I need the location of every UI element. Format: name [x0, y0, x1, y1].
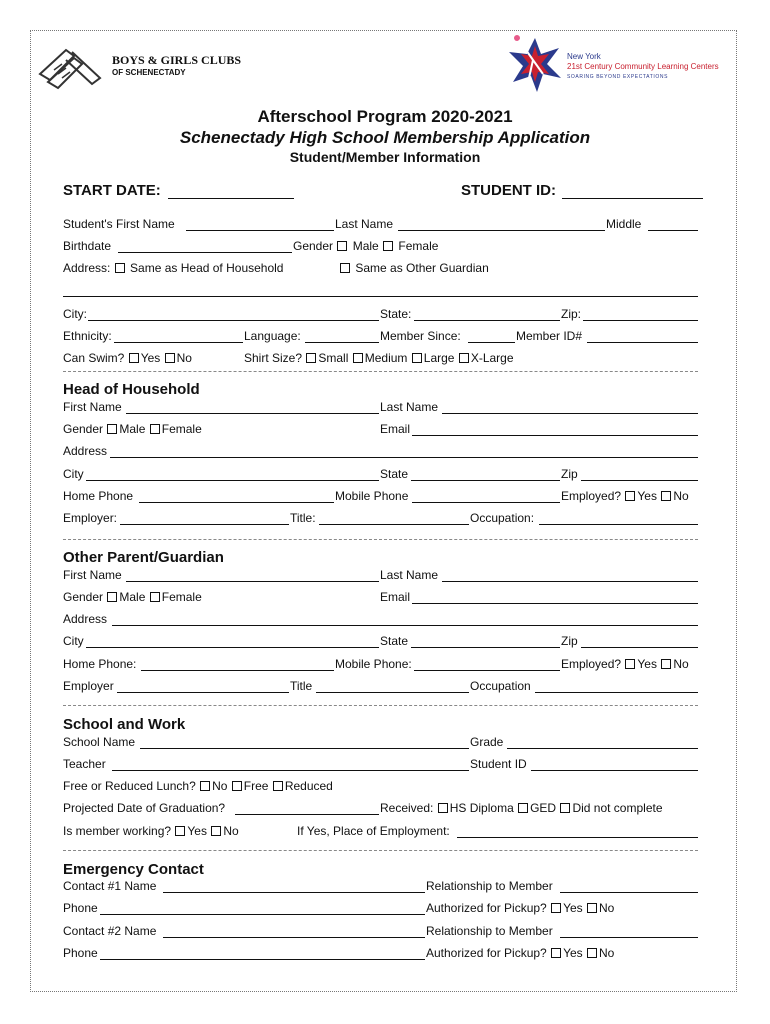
swim-options [63, 351, 192, 365]
medium-checkbox[interactable] [353, 353, 363, 363]
other-employed-yes-checkbox[interactable] [625, 659, 635, 669]
gender-label: Gender [293, 239, 334, 253]
contact2-name-label: Contact #2 Name [63, 924, 157, 938]
shirt-options [244, 351, 514, 365]
working-no-label: No [223, 824, 239, 838]
first-name-label: Student's First Name [63, 217, 175, 231]
same-other-label: Same as Other Guardian [355, 261, 489, 275]
hoh-employed-options [561, 489, 689, 503]
school-heading: School and Work [63, 716, 186, 733]
state-field[interactable] [414, 307, 560, 321]
hoh-last-name-field[interactable] [442, 400, 698, 414]
same-other-option [339, 261, 489, 275]
ethnicity-label: Ethnicity: [63, 329, 112, 343]
place-employment-field[interactable] [457, 824, 698, 838]
shirt-label: Shirt Size? [244, 351, 303, 365]
other-gender-options [63, 590, 202, 604]
last-name-label: Last Name [335, 217, 394, 231]
other-mobile-phone-field[interactable] [414, 657, 560, 671]
hs-diploma-label: HS Diploma [449, 801, 514, 815]
other-city-field[interactable] [86, 634, 379, 648]
other-email-label: Email [380, 590, 411, 604]
page-title: Afterschool Program 2020-2021 [257, 107, 513, 126]
other-employed-label: Employed? [561, 657, 622, 671]
other-gender-label: Gender [63, 590, 104, 604]
start-date-field[interactable] [168, 184, 294, 199]
school-name-field[interactable] [140, 735, 469, 749]
section-divider [63, 705, 698, 706]
other-zip-field[interactable] [581, 634, 698, 648]
clubs-name: BOYS & GIRLS CLUBS [112, 53, 242, 67]
hoh-state-label: State [380, 467, 409, 481]
contact2-phone-field[interactable] [100, 946, 425, 960]
contact2-name-field[interactable] [163, 924, 425, 938]
contact2-relationship-label: Relationship to Member [426, 924, 553, 938]
city-field[interactable] [88, 307, 379, 321]
other-occupation-field[interactable] [535, 679, 698, 693]
other-employed-yes-label: Yes [637, 657, 657, 671]
hoh-title-label: Title: [290, 511, 316, 525]
xlarge-checkbox[interactable] [459, 353, 469, 363]
hoh-male-checkbox[interactable] [107, 424, 117, 434]
contact1-name-label: Contact #1 Name [63, 879, 157, 893]
hoh-employed-yes-label: Yes [637, 489, 657, 503]
working-options [63, 824, 239, 838]
hoh-employer-field[interactable] [120, 511, 289, 525]
female-checkbox[interactable] [383, 241, 393, 251]
contact1-pickup-label: Authorized for Pickup? [426, 901, 547, 915]
working-yes-label: Yes [187, 824, 207, 838]
contact1-pickup-no-checkbox[interactable] [587, 903, 597, 913]
other-employed-options [561, 657, 689, 671]
hoh-city-field[interactable] [86, 467, 379, 481]
grad-date-field[interactable] [235, 801, 379, 815]
section-divider [63, 850, 698, 851]
ccclc-name: 21st Century Community Learning Centers [567, 62, 719, 71]
teacher-field[interactable] [112, 757, 469, 771]
hoh-first-name-label: First Name [63, 400, 122, 414]
other-employed-no-checkbox[interactable] [661, 659, 671, 669]
address-field[interactable] [63, 283, 698, 297]
ccclc-logo [505, 34, 735, 94]
male-label: Male [352, 239, 379, 253]
ged-checkbox[interactable] [518, 803, 528, 813]
grade-field[interactable] [507, 735, 698, 749]
section-subtitle: Student/Member Information [289, 149, 481, 165]
other-address-field[interactable] [112, 612, 698, 626]
grade-label: Grade [470, 735, 504, 749]
same-other-checkbox[interactable] [340, 263, 350, 273]
swim-yes-label: Yes [140, 351, 161, 365]
zip-label: Zip: [561, 307, 582, 321]
medium-label: Medium [364, 351, 408, 365]
other-state-label: State [380, 634, 409, 648]
received-options [380, 801, 663, 815]
contact2-pickup-yes-checkbox[interactable] [551, 948, 561, 958]
hoh-heading: Head of Household [63, 381, 200, 398]
hoh-occupation-label: Occupation: [470, 511, 535, 525]
member-id-label: Member ID# [516, 329, 583, 343]
hoh-gender-options [63, 422, 202, 436]
other-female-checkbox[interactable] [150, 592, 160, 602]
other-home-phone-label: Home Phone: [63, 657, 137, 671]
same-hoh-checkbox[interactable] [115, 263, 125, 273]
place-employment-label: If Yes, Place of Employment: [297, 824, 450, 838]
contact1-relationship-field[interactable] [560, 879, 698, 893]
hoh-address-label: Address [63, 444, 108, 458]
contact1-phone-label: Phone [63, 901, 98, 915]
female-label: Female [398, 239, 439, 253]
start-date-label: START DATE: [63, 182, 161, 199]
star-figure-icon [505, 34, 565, 94]
hoh-home-phone-label: Home Phone [63, 489, 134, 503]
zip-field[interactable] [583, 307, 698, 321]
lunch-no-label: No [212, 779, 228, 793]
address-label: Address: [63, 261, 111, 275]
same-hoh-label: Same as Head of Household [130, 261, 284, 275]
lunch-no-checkbox[interactable] [200, 781, 210, 791]
contact1-relationship-label: Relationship to Member [426, 879, 553, 893]
school-student-id-field[interactable] [531, 757, 698, 771]
contact2-phone-label: Phone [63, 946, 98, 960]
emergency-heading: Emergency Contact [63, 861, 204, 878]
lunch-free-label: Free [243, 779, 269, 793]
other-email-field[interactable] [412, 590, 698, 604]
other-title-label: Title [290, 679, 313, 693]
boys-girls-clubs-logo [38, 44, 242, 94]
other-title-field[interactable] [316, 679, 469, 693]
address-options [63, 261, 283, 275]
swim-no-checkbox[interactable] [165, 353, 175, 363]
grad-date-label: Projected Date of Graduation? [63, 801, 226, 815]
city-label: City: [63, 307, 87, 321]
hoh-gender-label: Gender [63, 422, 104, 436]
other-last-name-label: Last Name [380, 568, 439, 582]
hoh-occupation-field[interactable] [539, 511, 698, 525]
other-employer-field[interactable] [117, 679, 289, 693]
hoh-employed-yes-checkbox[interactable] [625, 491, 635, 501]
working-yes-checkbox[interactable] [175, 826, 185, 836]
large-checkbox[interactable] [412, 353, 422, 363]
other-first-name-label: First Name [63, 568, 122, 582]
birthdate-field[interactable] [118, 239, 292, 253]
hoh-female-checkbox[interactable] [150, 424, 160, 434]
member-since-field[interactable] [468, 329, 515, 343]
ethnicity-field[interactable] [114, 329, 243, 343]
hoh-address-field[interactable] [110, 444, 698, 458]
other-first-name-field[interactable] [126, 568, 379, 582]
other-employer-label: Employer [63, 679, 114, 693]
contact1-name-field[interactable] [163, 879, 425, 893]
contact2-pickup-yes-label: Yes [563, 946, 583, 960]
section-divider [63, 371, 698, 372]
other-city-label: City [63, 634, 84, 648]
other-employed-no-label: No [673, 657, 689, 671]
contact2-pickup-no-checkbox[interactable] [587, 948, 597, 958]
other-male-label: Male [119, 590, 146, 604]
clubs-hands-icon [38, 44, 104, 92]
hoh-email-label: Email [380, 422, 411, 436]
section-divider [63, 539, 698, 540]
school-name-label: School Name [63, 735, 136, 749]
ged-label: GED [530, 801, 557, 815]
other-last-name-field[interactable] [442, 568, 698, 582]
member-since-label: Member Since: [380, 329, 461, 343]
teacher-label: Teacher [63, 757, 106, 771]
first-name-field[interactable] [186, 217, 334, 231]
state-label: State: [380, 307, 412, 321]
other-mobile-phone-label: Mobile Phone: [335, 657, 412, 671]
birthdate-label: Birthdate [63, 239, 112, 253]
member-id-field[interactable] [587, 329, 698, 343]
contact1-pickup-options [426, 901, 614, 915]
other-address-label: Address [63, 612, 108, 626]
large-label: Large [423, 351, 455, 365]
did-not-complete-checkbox[interactable] [560, 803, 570, 813]
hoh-first-name-field[interactable] [126, 400, 379, 414]
lunch-label: Free or Reduced Lunch? [63, 779, 196, 793]
hoh-mobile-phone-field[interactable] [412, 489, 560, 503]
last-name-field[interactable] [398, 217, 605, 231]
hoh-mobile-phone-label: Mobile Phone [335, 489, 409, 503]
swim-yes-checkbox[interactable] [129, 353, 139, 363]
swim-label: Can Swim? [63, 351, 125, 365]
swim-no-label: No [176, 351, 192, 365]
clubs-city: OF SCHENECTADY [112, 68, 186, 77]
language-field[interactable] [305, 329, 379, 343]
hoh-state-field[interactable] [411, 467, 560, 481]
hoh-city-label: City [63, 467, 84, 481]
lunch-reduced-checkbox[interactable] [273, 781, 283, 791]
did-not-complete-label: Did not complete [572, 801, 663, 815]
working-label: Is member working? [63, 824, 172, 838]
language-label: Language: [244, 329, 301, 343]
contact1-phone-field[interactable] [100, 901, 425, 915]
lunch-free-checkbox[interactable] [232, 781, 242, 791]
hoh-email-field[interactable] [412, 422, 698, 436]
hoh-home-phone-field[interactable] [139, 489, 334, 503]
hs-diploma-checkbox[interactable] [438, 803, 448, 813]
hoh-employer-label: Employer: [63, 511, 118, 525]
gender-options [293, 239, 438, 253]
contact1-pickup-no-label: No [599, 901, 615, 915]
other-zip-label: Zip [561, 634, 578, 648]
student-id-label: STUDENT ID: [461, 182, 556, 199]
contact2-pickup-label: Authorized for Pickup? [426, 946, 547, 960]
working-no-checkbox[interactable] [211, 826, 221, 836]
other-female-label: Female [161, 590, 202, 604]
hoh-employed-label: Employed? [561, 489, 622, 503]
lunch-reduced-label: Reduced [284, 779, 333, 793]
other-home-phone-field[interactable] [141, 657, 334, 671]
middle-field[interactable] [648, 217, 698, 231]
other-state-field[interactable] [411, 634, 560, 648]
ccclc-state: New York [567, 52, 601, 61]
contact1-pickup-yes-checkbox[interactable] [551, 903, 561, 913]
other-occupation-label: Occupation [470, 679, 531, 693]
other-male-checkbox[interactable] [107, 592, 117, 602]
contact2-relationship-field[interactable] [560, 924, 698, 938]
middle-label: Middle [606, 217, 642, 231]
student-id-field[interactable] [562, 184, 703, 199]
hoh-employed-no-label: No [673, 489, 689, 503]
hoh-zip-field[interactable] [581, 467, 698, 481]
hoh-male-label: Male [119, 422, 146, 436]
hoh-female-label: Female [161, 422, 202, 436]
contact2-pickup-no-label: No [599, 946, 615, 960]
small-checkbox[interactable] [306, 353, 316, 363]
hoh-last-name-label: Last Name [380, 400, 439, 414]
small-label: Small [318, 351, 349, 365]
contact1-pickup-yes-label: Yes [563, 901, 583, 915]
other-heading: Other Parent/Guardian [63, 549, 224, 566]
received-label: Received: [380, 801, 434, 815]
hoh-title-field[interactable] [319, 511, 469, 525]
lunch-options [63, 779, 333, 793]
contact2-pickup-options [426, 946, 614, 960]
page-subtitle: Schenectady High School Membership Application [179, 128, 591, 147]
male-checkbox[interactable] [337, 241, 347, 251]
hoh-zip-label: Zip [561, 467, 578, 481]
hoh-employed-no-checkbox[interactable] [661, 491, 671, 501]
xlarge-label: X-Large [470, 351, 514, 365]
school-student-id-label: Student ID [470, 757, 527, 771]
ccclc-tagline: SOARING BEYOND EXPECTATIONS [567, 74, 669, 80]
